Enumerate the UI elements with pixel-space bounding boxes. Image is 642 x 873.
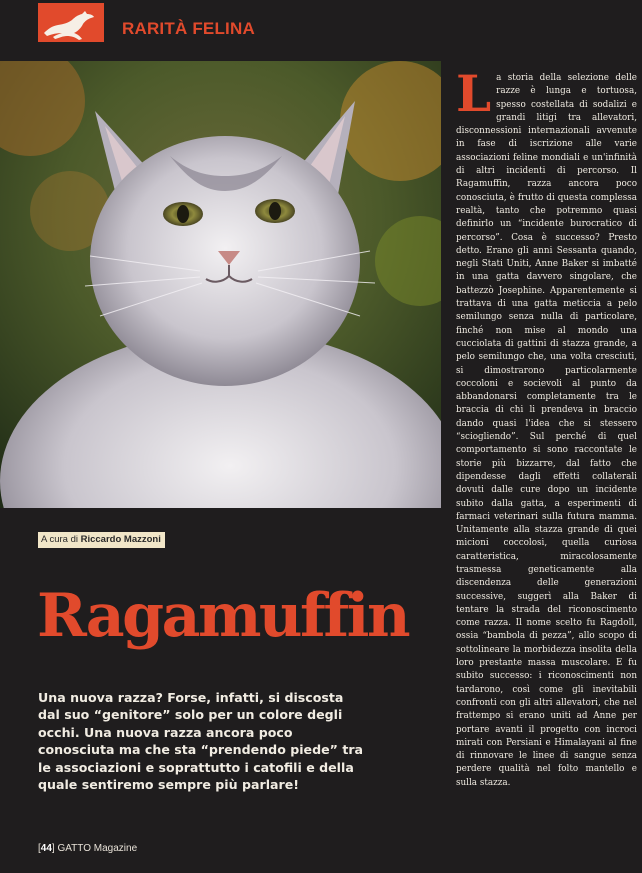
page-folio: [44] GATTO Magazine xyxy=(38,843,138,854)
magazine-name: GATTO Magazine xyxy=(57,843,138,854)
jumping-cat-icon xyxy=(38,3,104,42)
article-body-text: a storia della selezione delle razze è lunga e tortuosa, spesso costellata di sodalizi e grandi litigi tra allevatori, disconnessioni internazionali avvenute in fase di iscrizione alle varie associazioni feline mondiali e un'infinità di altri incidenti di percorso. Il Ragamuffin, razza ancora poco conosciuta, è frutto di questa complessa realtà, tanto che potremmo quasi definirlo un “incidente burocratico di percorso”. Cosa è successo? Presto detto. Erano gli anni Sessanta quando, negli Stati Uniti, Anne Baker si imbatté in una gatta davvero singolare, che battezzò Josephine. Apparentemente si trattava di una gatta meticcia a pelo semilungo senza nulla di particolare, finché non mise al mondo una cucciolata di gattini di stazza grande, a pelo semilungo che, una volta cresciuti, si dimostrarono particolarmente coccoloni e socievoli al punto da abbandonarsi completamente tra le braccia di chi li prendeva in braccio dando quasi l'idea che si stessero “sciogliendo”. Sul perché di quel comportamento si sono raccontate le storie più bizzarre, dal fatto che dipendesse dagli effetti collaterali dovuti dalle cure dopo un incidente subito dalla gatta, a esperimenti di farmaci veterinari sulla futura mamma. Unitamente alla stazza grande di quei micioni coccolosi, quella curiosa caratteristica, miracolosamente trasmessa geneticamente alla discendenza delle generazioni successive, suggerì alla Baker di tentare la strada del riconoscimento come razza. Il nome scelto fu Ragdoll, ossia “bambola di pezza”, allo scopo di sottolineare la morbidezza insolita della loro prestante massa muscolare. E fu subito successo: i riconoscimenti non tardarono, così come gli inevitabili confronti con gli altri allevatori, che nel frattempo si erano uniti ad Anne per portare avanti il progetto con incroci mirati con Persiani e Himalayani al fine di rinnovare le linee di sangue senza perdere qualità nel folto mantello e sulla stazza. xyxy=(456,73,637,788)
drop-cap: L xyxy=(456,72,492,123)
ragamuffin-cat-photo xyxy=(0,61,441,508)
page-number: 44 xyxy=(40,843,52,854)
byline-author: Riccardo Mazzoni xyxy=(80,534,161,545)
section-logo xyxy=(38,3,104,42)
article-body xyxy=(456,72,637,842)
section-title: RARITÀ FELINA xyxy=(122,19,255,38)
article-title: Ragamuffin xyxy=(37,581,409,651)
article-lead: Una nuova razza? Forse, infatti, si discosta dal suo “genitore” solo per un colore degli occhi. Una nuova razza ancora poco conosciuta ma che sta “prendendo piede” tra le associazioni e soprattutto i catofili e della quale sentiremo sempre più parlare! xyxy=(38,690,364,793)
byline xyxy=(38,532,165,548)
byline-prefix: A cura di xyxy=(41,534,78,545)
